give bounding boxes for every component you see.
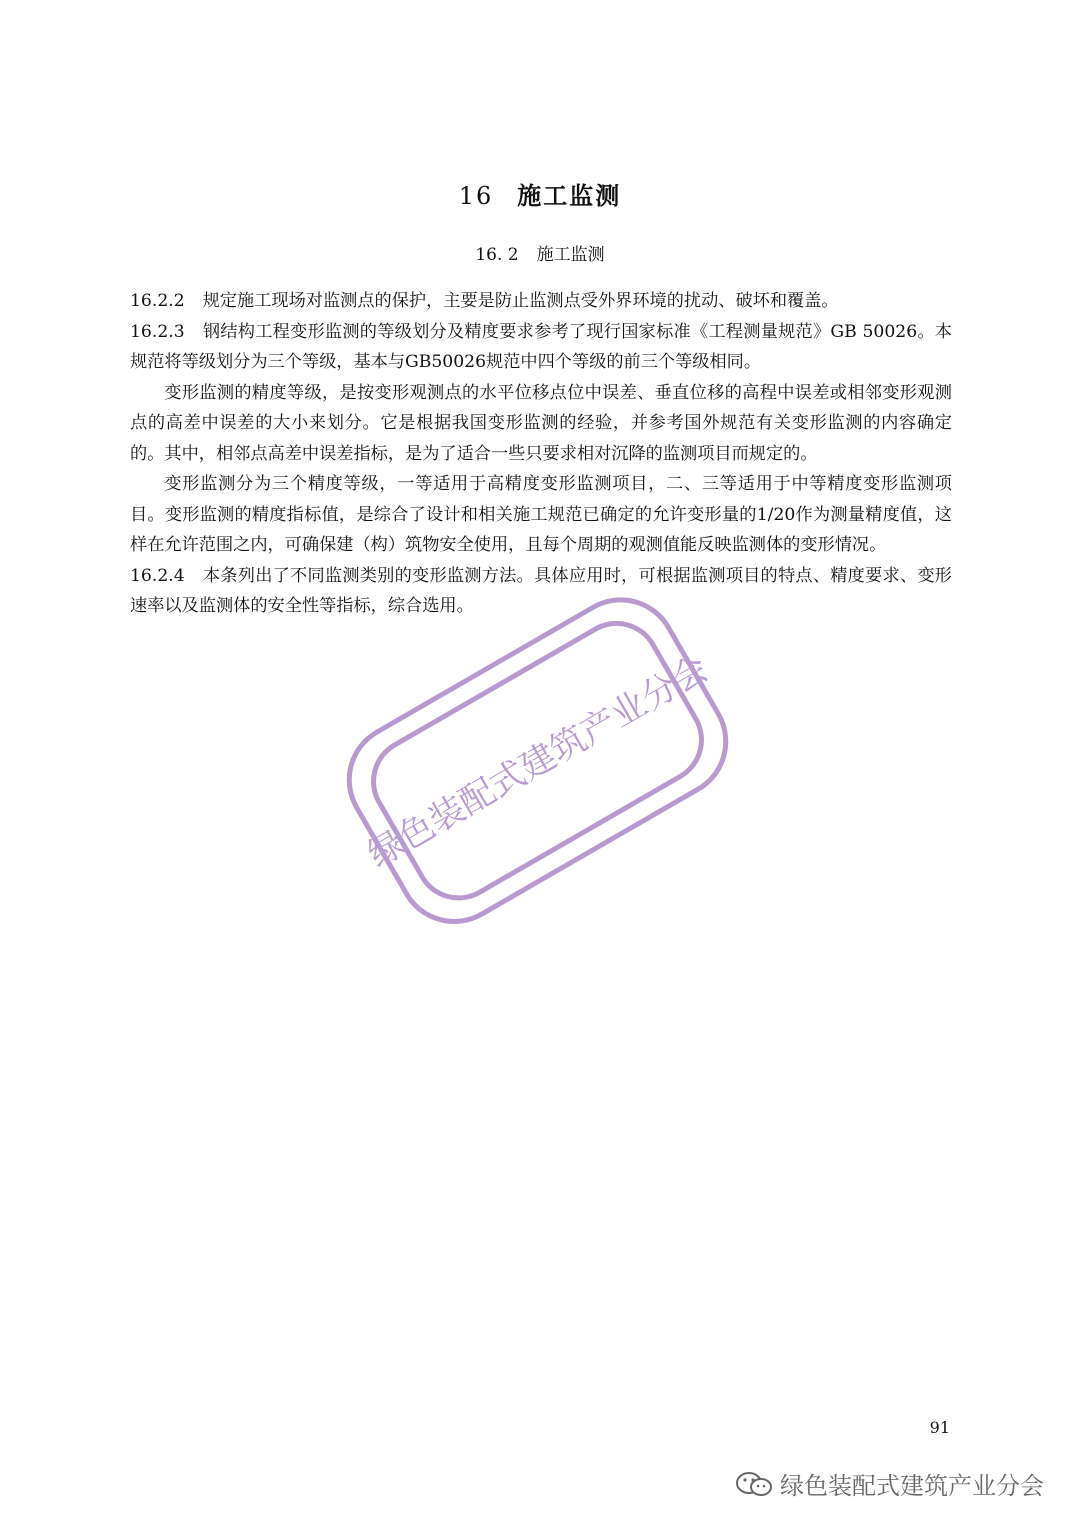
paragraph-text: 规定施工现场对监测点的保护，主要是防止监测点受外界环境的扰动、破坏和覆盖。 — [202, 291, 839, 311]
page-number: 91 — [929, 1418, 950, 1437]
footer-brand-text: 绿色装配式建筑产业分会 — [780, 1472, 1044, 1500]
paragraph-text: 钢结构工程变形监测的等级划分及精度要求参考了现行国家标准《工程测量规范》GB 50026。本规范将等级划分为三个等级，基本与GB50026规范中四个等级的前三个等级相同。 — [130, 321, 952, 372]
section-name: 施工监测 — [536, 245, 605, 265]
paragraph-text: 本条列出了不同监测类别的变形监测方法。具体应用时，可根据监测项目的特点、精度要求、变形速率以及监测体的安全性等指标，综合选用。 — [130, 565, 952, 616]
chapter-name: 施工监测 — [517, 181, 622, 210]
paragraph-16-2-3 — [130, 317, 952, 378]
paragraph-16-2-4 — [130, 561, 952, 622]
watermark-stamp — [330, 575, 750, 955]
watermark-text: 绿色装配式建筑产业分会 — [361, 648, 716, 876]
paragraph-text: 变形监测的精度等级，是按变形观测点的水平位移点位中误差、垂直位移的高程中误差或相邻变形观测点的高差中误差的大小来划分。它是根据我国变形监测的经验，并参考国外规范有关变形监测的内容确定的。其中，相邻点高差中误差指标，是为了适合一些只要求相对沉降的监测项目而规定的。 — [130, 382, 952, 464]
paragraph-16-2-2 — [130, 286, 952, 317]
paragraph-text: 变形监测分为三个精度等级，一等适用于高精度变形监测项目，二、三等适用于中等精度变形监测项目。变形监测的精度指标值，是综合了设计和相关施工规范已确定的允许变形量的1/20作为测量精度值，这样在允许范围之内，可确保建（构）筑物安全使用，且每个周期的观测值能反映监测体的变形情况。 — [130, 474, 952, 555]
clause-number: 16.2.2 — [130, 291, 185, 311]
chapter-number: 16 — [458, 182, 494, 210]
body-text — [130, 286, 952, 622]
clause-number: 16.2.4 — [130, 565, 185, 586]
wechat-icon — [734, 1469, 774, 1499]
clause-number: 16.2.3 — [130, 321, 185, 342]
paragraph-precision-grade — [130, 378, 952, 470]
section-title — [0, 240, 1080, 265]
footer-brand — [734, 1466, 1044, 1501]
section-number: 16. 2 — [475, 245, 519, 265]
paragraph-precision-levels — [130, 469, 952, 561]
chapter-title — [0, 176, 1080, 211]
